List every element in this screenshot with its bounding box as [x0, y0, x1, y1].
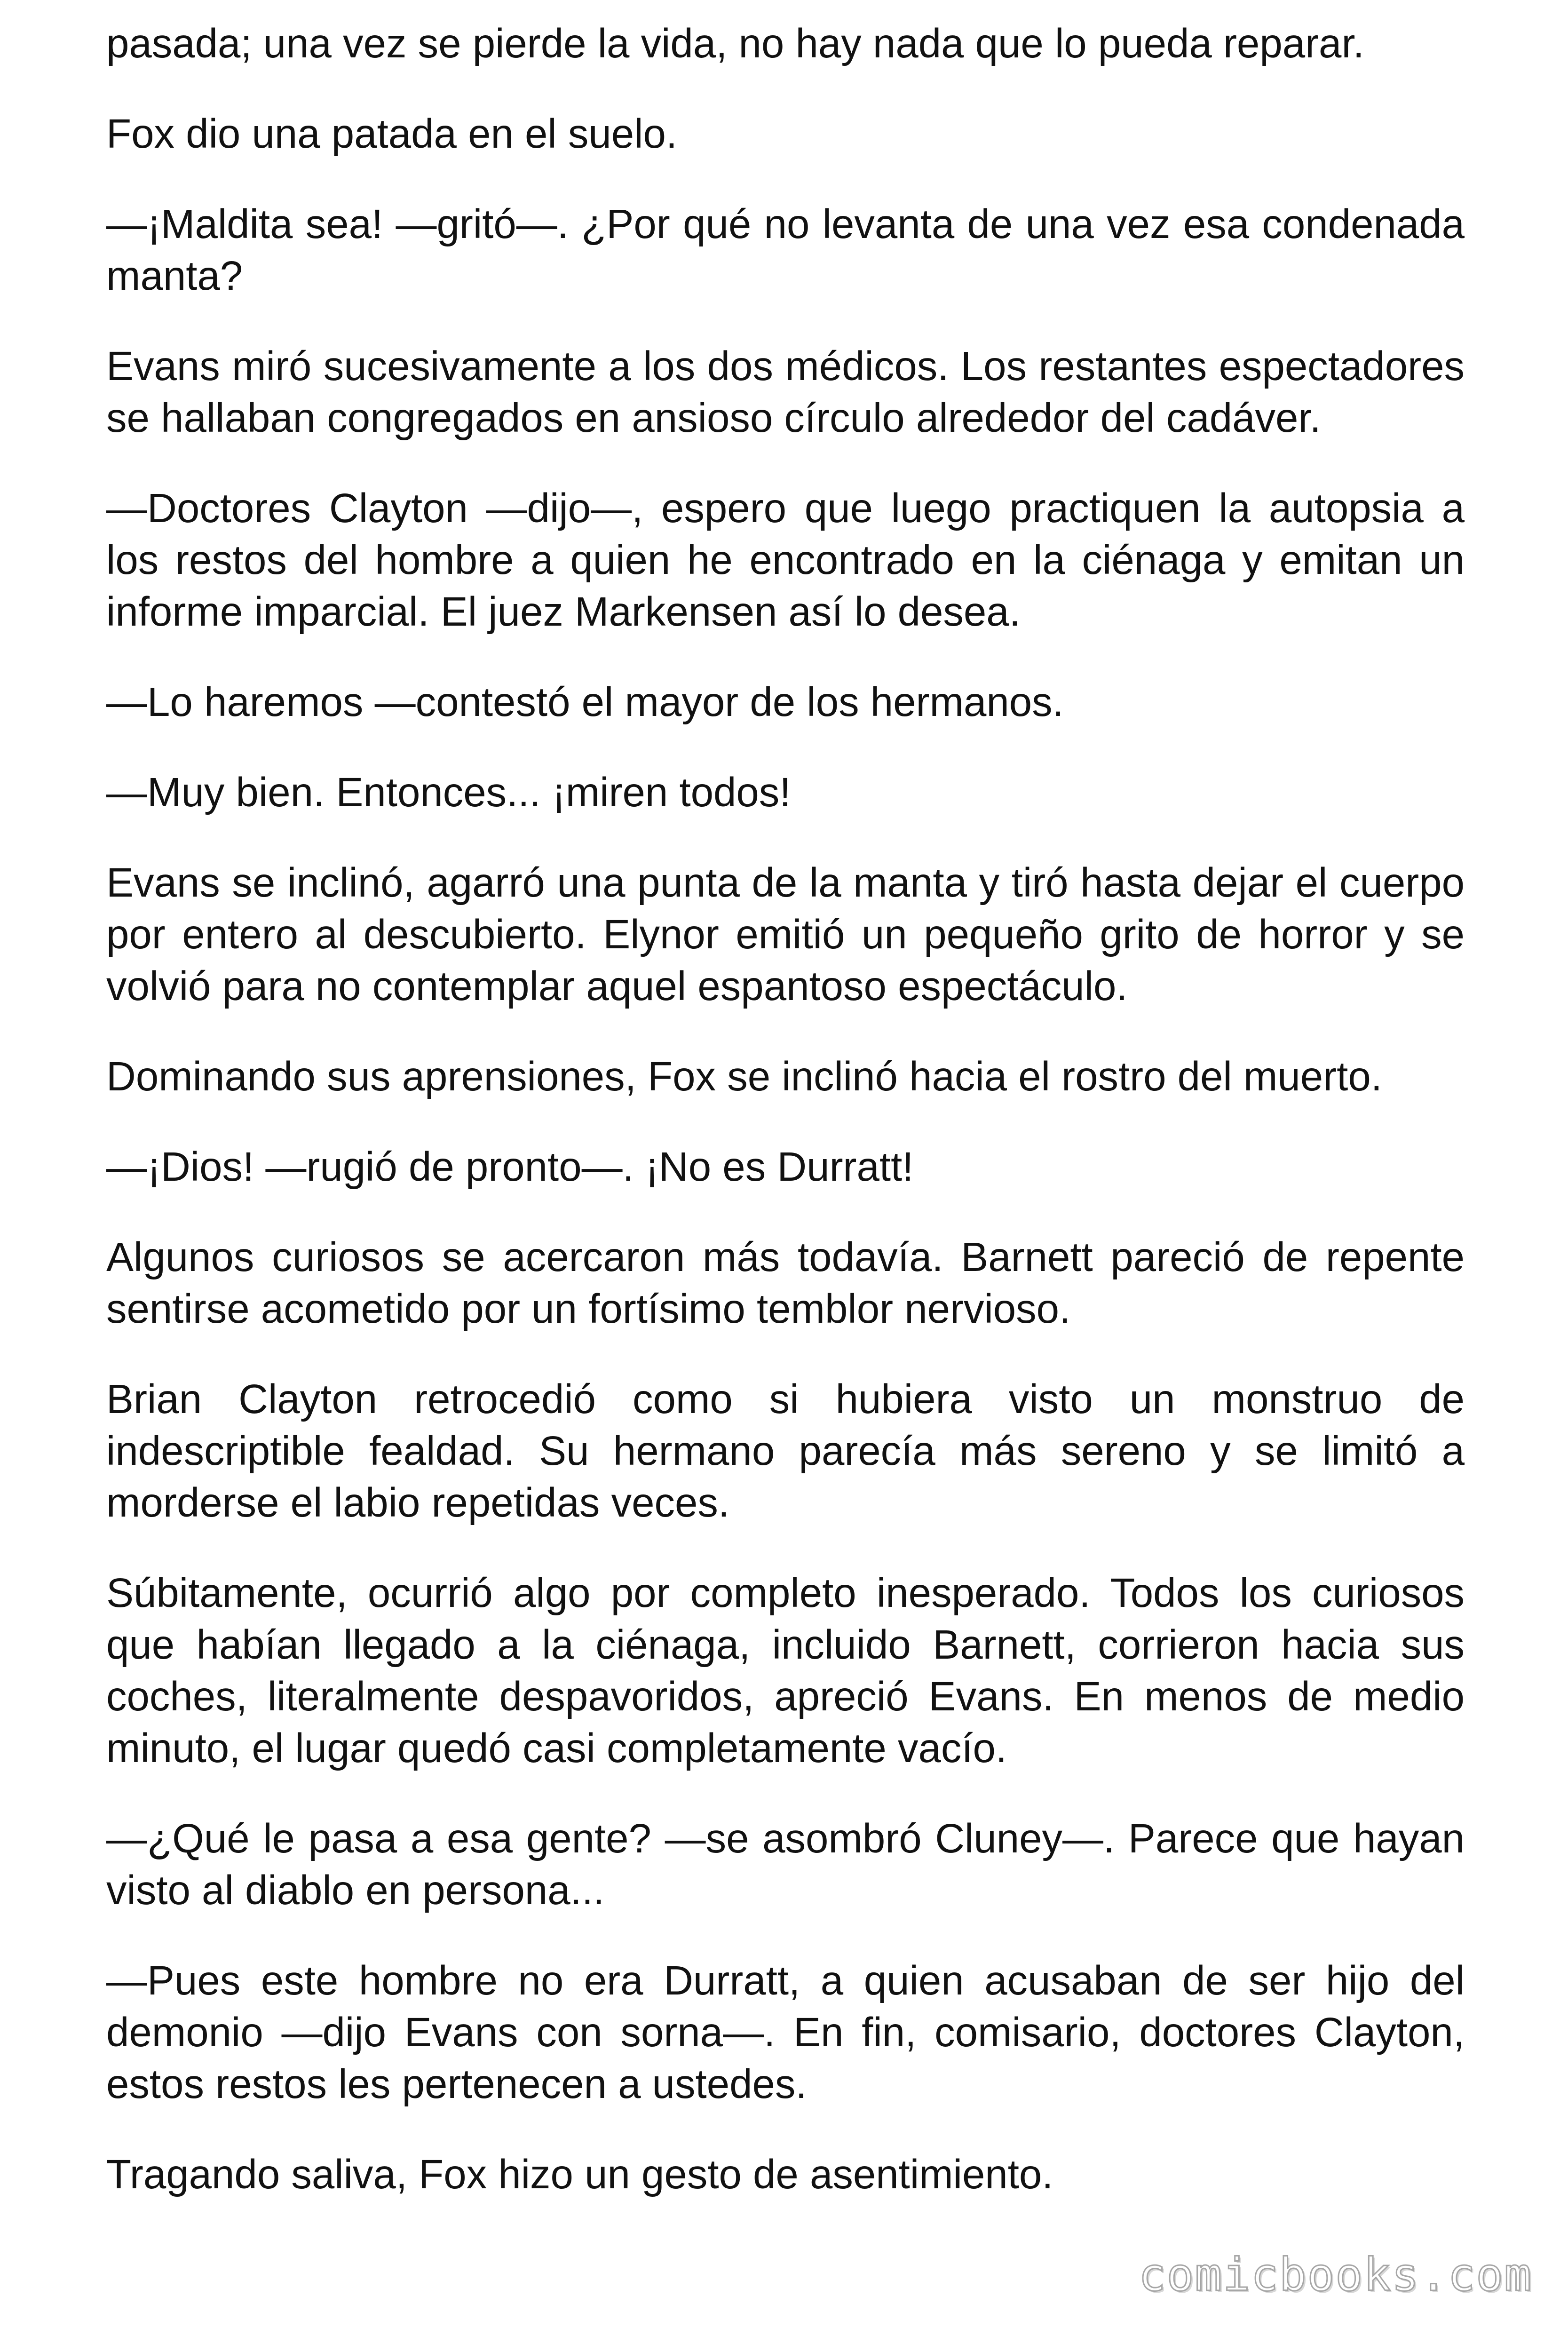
paragraph: Evans miró sucesivamente a los dos médicos. Los restantes espectadores se hallaban congregados en ansioso círculo alrededor del cadáver.: [106, 343, 1465, 441]
paragraph: —¿Qué le pasa a esa gente? —se asombró Cluney—. Parece que hayan visto al diablo en persona...: [106, 1816, 1465, 1913]
paragraph: —¡Maldita sea! —gritó—. ¿Por qué no levanta de una vez esa condenada manta?: [106, 201, 1465, 299]
watermark: comicbooks.com: [1138, 2249, 1532, 2301]
paragraph: Evans se inclinó, agarró una punta de la manta y tiró hasta dejar el cuerpo por entero al descubierto. Elynor emitió un pequeño grito de horror y se volvió para no contemplar aquel espantoso espectáculo.: [106, 860, 1465, 1009]
paragraph: Dominando sus aprensiones, Fox se inclinó hacia el rostro del muerto.: [106, 1054, 1382, 1099]
paragraph: —Muy bien. Entonces... ¡miren todos!: [106, 770, 791, 815]
paragraph: —Doctores Clayton —dijo—, espero que luego practiquen la autopsia a los restos del hombre a quien he encontrado en la ciénaga y emitan un informe imparcial. El juez Markensen así lo desea.: [106, 485, 1465, 635]
paragraph: Algunos curiosos se acercaron más todavía. Barnett pareció de repente sentirse acometido por un fortísimo temblor nervioso.: [106, 1234, 1465, 1332]
paragraph: Súbitamente, ocurrió algo por completo inesperado. Todos los curiosos que habían llegado a la ciénaga, incluido Barnett, corrieron hacia sus coches, literalmente despavoridos, apreció Evans. En menos de medio minuto, el lugar quedó casi completamente vacío.: [106, 1570, 1465, 1771]
paragraph: pasada; una vez se pierde la vida, no hay nada que lo pueda reparar.: [106, 21, 1364, 66]
paragraph: Tragando saliva, Fox hizo un gesto de asentimiento.: [106, 2152, 1053, 2197]
document-body: [106, 18, 1465, 2239]
paragraph: Brian Clayton retrocedió como si hubiera visto un monstruo de indescriptible fealdad. Su hermano parecía más sereno y se limitó a morderse el labio repetidas veces.: [106, 1376, 1465, 1526]
paragraph: —Pues este hombre no era Durratt, a quien acusaban de ser hijo del demonio —dijo Evans con sorna—. En fin, comisario, doctores Clayton, estos restos les pertenecen a ustedes.: [106, 1958, 1465, 2107]
paragraph: —¡Dios! —rugió de pronto—. ¡No es Durratt!: [106, 1144, 914, 1190]
paragraph: —Lo haremos —contestó el mayor de los hermanos.: [106, 679, 1064, 725]
paragraph: Fox dio una patada en el suelo.: [106, 111, 678, 157]
